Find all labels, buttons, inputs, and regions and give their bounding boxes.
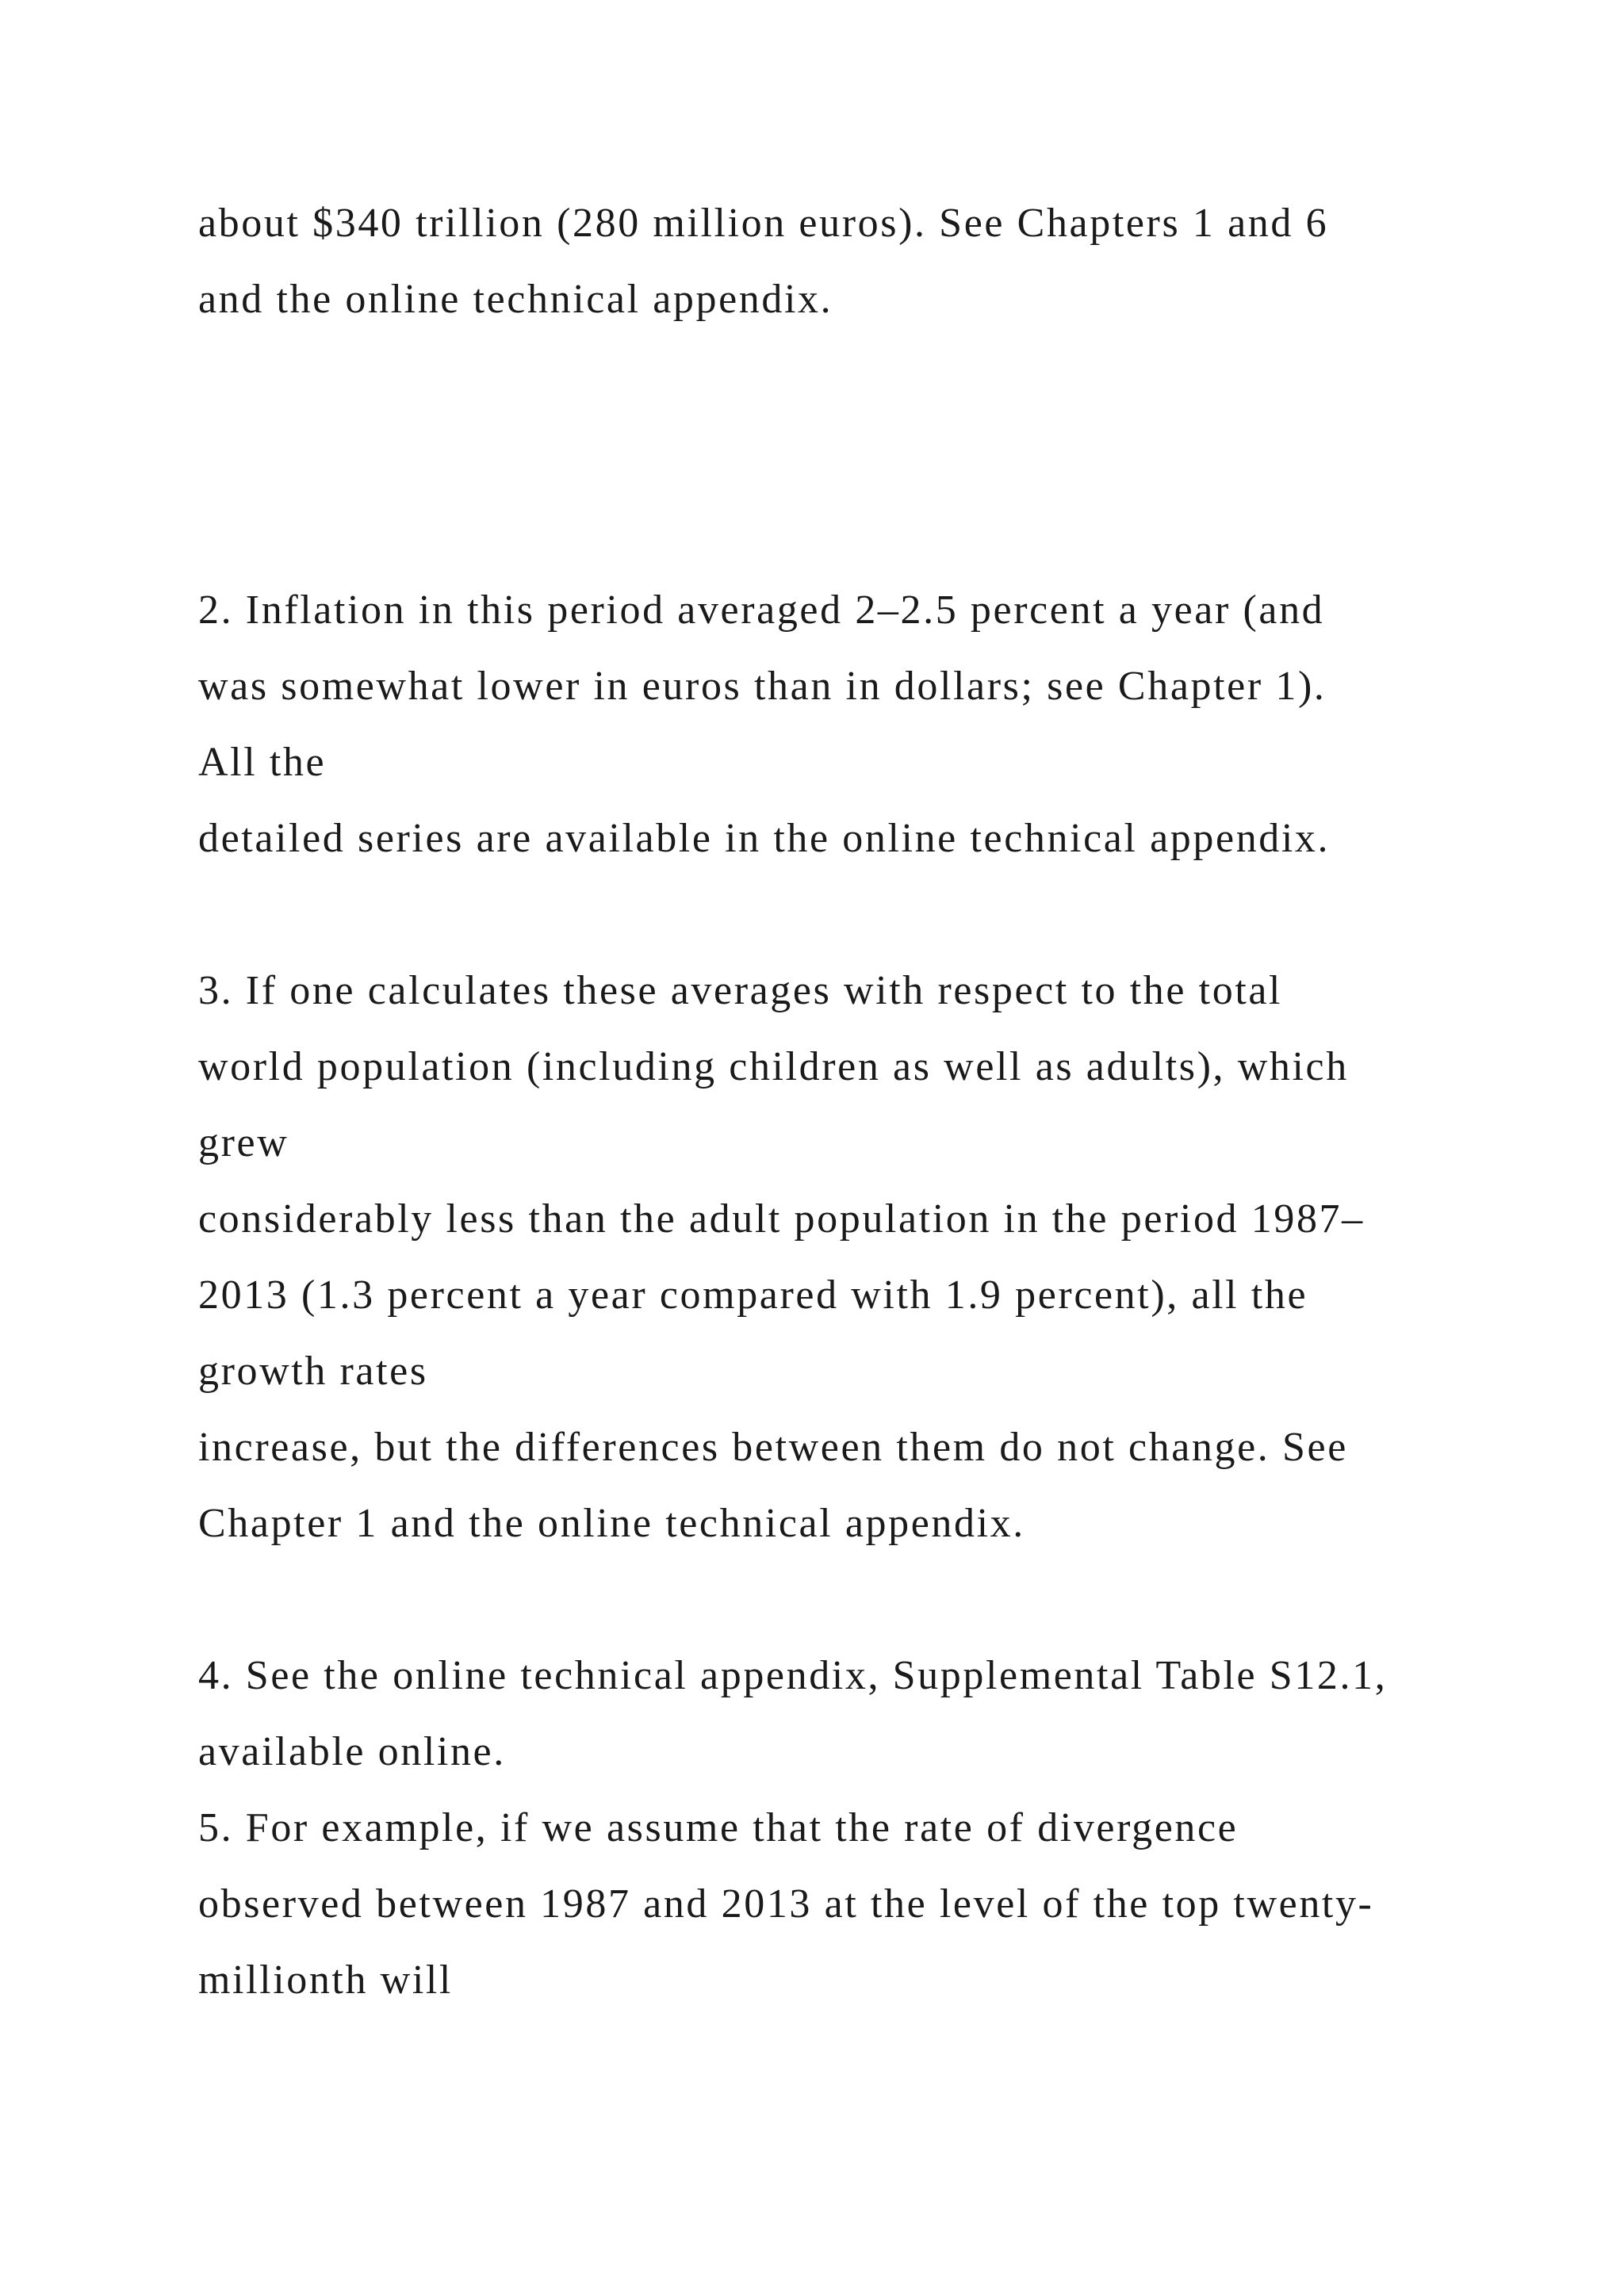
text-line: 2013 (1.3 percent a year compared with 1.9 percent), all the xyxy=(198,1272,1308,1318)
text-line: and the online technical appendix. xyxy=(198,277,833,322)
text-line: increase, but the differences between them do not change. See xyxy=(198,1425,1348,1470)
text-line: detailed series are available in the online technical appendix. xyxy=(198,816,1331,861)
text-line: growth rates xyxy=(198,1349,428,1394)
text-line: observed between 1987 and 2013 at the level of the top twenty- xyxy=(198,1881,1374,1927)
text-line: available online. xyxy=(198,1729,506,1774)
text-line: All the xyxy=(198,740,327,785)
text-line: millionth will xyxy=(198,1957,453,2003)
text-line: 2. Inflation in this period averaged 2–2.5 percent a year (and xyxy=(198,587,1325,633)
text-line: world population (including children as well as adults), which xyxy=(198,1044,1349,1089)
text-line: was somewhat lower in euros than in dollars; see Chapter 1). xyxy=(198,664,1327,709)
text-line: grew xyxy=(198,1120,289,1165)
text-line: considerably less than the adult population in the period 1987– xyxy=(198,1196,1365,1242)
text-line: about $340 trillion (280 million euros). See Chapters 1 and 6 xyxy=(198,201,1329,246)
text-line: 5. For example, if we assume that the rate of divergence xyxy=(198,1805,1239,1850)
text-line: 4. See the online technical appendix, Supplemental Table S12.1, xyxy=(198,1653,1388,1698)
text-line: 3. If one calculates these averages with respect to the total xyxy=(198,968,1283,1013)
text-line: Chapter 1 and the online technical appendix. xyxy=(198,1501,1025,1546)
